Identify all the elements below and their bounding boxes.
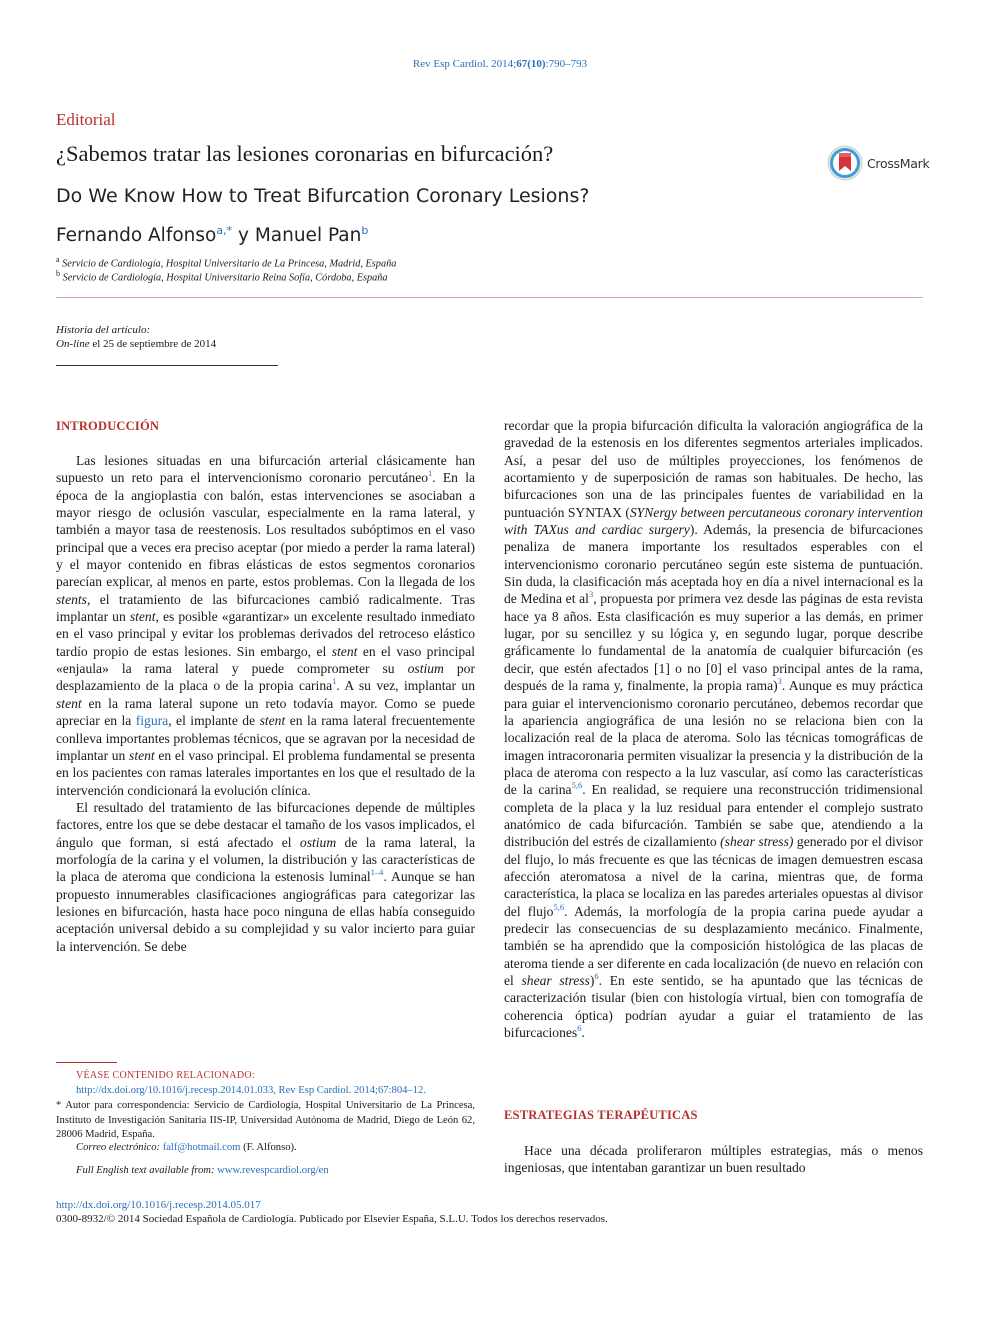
citation-link[interactable]: 6 — [594, 971, 599, 981]
header-divider — [56, 297, 923, 298]
journal-volume: 67 — [516, 58, 528, 70]
citation-link[interactable]: 3 — [588, 589, 594, 600]
figure-link[interactable]: figura — [135, 713, 169, 729]
history-label: Historia del artículo: — [56, 324, 151, 336]
journal-ref-prefix: Rev Esp Cardiol. 2014; — [412, 58, 517, 70]
email-link[interactable]: falf@hotmail.com — [162, 1142, 241, 1153]
author-name: Manuel Pan — [254, 225, 362, 246]
paragraph: Hace una década proliferaron múltiples estrategias, más o menos ingeniosas, que intentaban garantizar un buen resultado — [504, 1143, 923, 1176]
affiliation-text: Servicio de Cardiología, Hospital Universitario Reina Sofía, Córdoba, España — [62, 272, 388, 284]
fulltext-link[interactable]: www.revespcardiol.org/en — [217, 1165, 329, 1176]
article-title: ¿Sabemos tratar las lesiones coronarias en bifurcación? — [56, 141, 554, 166]
history-divider — [56, 365, 278, 366]
section-heading-estrategias: ESTRATEGIAS TERAPÉUTICAS — [504, 1108, 698, 1122]
article-doi-link[interactable]: http://dx.doi.org/10.1016/j.recesp.2014.05.017 — [56, 1199, 261, 1211]
affiliation — [56, 269, 388, 283]
footnote-divider — [56, 1062, 117, 1063]
citation-link[interactable]: 1–4 — [370, 867, 384, 878]
paragraph: Las lesiones situadas en una bifurcación arterial clásicamente han supuesto un reto para el intervencionismo coronario percutáneo$^1$. En la época de la angioplastia con balón, estas intervenciones se asociaban a mayor riesgo de oclusión vascular, especialmente en la rama lateral, y también a mayor tasa de reestenosis. Los resultados subóptimos en el vaso principal que a veces era preciso aceptar (por miedo a perder la rama lateral) y el mayor contenido en fibras elásticas de estos segmentos coronarios parecían explicar, al menos en parte, estos problemas. Con la llegada de los stents, el tratamiento de las bifurcaciones cambió radicalmente. Tras implantar un stent, es posible «garantizar» un excelente resultado inmediato en el vaso principal y evitar los problemas derivados del retroceso elástico tardío propio de estas lesiones. Sin embargo, el stent en el vaso principal «enjaula» la rama lateral y puede comprometer su ostium por desplazamiento de la placa o de la propia carina$^1$. A su vez, implantar un stent en la rama lateral supone un reto todavía mayor. Como se puede apreciar en la figura, el implante de stent en la rama lateral frecuentemente conlleva importantes problemas técnicos, que se agravan por la necesidad de implantar un stent en el vaso principal. El problema fundamental se presenta en los pacientes con ramas laterales importantes en los que el resultado de la intervención condicionará la evolución clínica. — [56, 453, 476, 798]
citation-link[interactable]: 3 — [777, 676, 782, 687]
citation-link[interactable]: 6 — [577, 1023, 582, 1034]
crossmark-icon — [827, 145, 863, 181]
crossmark-badge[interactable] — [827, 145, 937, 183]
history-online-date — [56, 338, 216, 350]
paragraph: recordar que la propia bifurcación dificulta la valoración angiográfica de la gravedad de la estenosis en los diferentes segmentos arteriales implicados. Así, a pesar del uso de múltiples proyecciones, los fenómenos de acortamiento y de superposición de ramas son habituales. De hecho, las bifurcaciones son una de las principales fuentes de variabilidad en la puntuación SYNTAX (SYNergy between percutaneous coronary intervention with TAXus and cardiac surgery). Además, la presencia de bifurcaciones penaliza de manera importante los resultados esperables con el intervencionismo coronario percutáneo según este sistema de puntuación. Sin duda, la clasificación más aceptada hoy en día a nivel internacional es la de Medina et $al^3$, propuesta por primera vez desde las páginas de esta revista hace ya 8 años. Esta clasificación es muy superior a las demás, en primer lugar, por su sencillez y su lógica y, en segundo lugar, porque describe gráficamente lo fundamental de la anatomía de cualquier bifurcación (es decir, que estén afectados [1] o no [0] el vaso principal antes de la rama, después de la rama y, finalmente, la propia rama)$^3$. Aunque es muy práctica para guiar el intervencionismo coronario percutáneo, debemos recordar que la apariencia angiográfica de una lesión no se relaciona bien con la localización real de la placa de ateroma. Solo las técnicas tomográficas de imagen intracoronaria permiten visualizar la presencia y la distribución de la placa de ateroma con respecto a la luz vascular, así como las características de la carina$^{5,6}$. En realidad, se requiere una reconstrucción tridimensional completa de la placa y la luz residual para entender el complejo sustrato anatómico de cada bifurcación. También se sabe que, atendiendo a la distribución del estrés de cizallamiento (shear stress) generado por el divisor del flujo, lo más frecuente es que las técnicas de imagen demuestren escasa afección ateromatosa a nivel de la carina, mientras que, de forma característica, la placa se localiza en las paredes arteriales opuestas al divisor del flujo$^{5,6}$. Además, la morfología de la propia carina puede ayudar a predecir las consecuencias de su desplazamiento mecánico. Finalmente, también se ha aprendido que la composición histológica de las placas de ateroma tiende a ser diferente en cada localización (de nuevo en relación con el shear stress)$^6$. En este sentido, se ha apuntado que las técnicas de caracterización tisular (bien con histología virtual, bien con tomografía de coherencia óptica) podrían ayudar a guiar el tratamiento de las bifurcaciones$^6$. — [504, 418, 924, 1041]
citation-link[interactable]: 5,6 — [553, 901, 565, 912]
author-affiliation-mark[interactable]: b — [361, 224, 369, 237]
corresponding-author-note: * Autor para correspondencia: Servicio de Cardiología, Hospital Universitario de La Princesa, Instituto de Investigación Sanitaria IIS-IP, Universidad Autónoma de Madrid, Diego de León 62, 28006 Madrid, España. — [56, 1100, 475, 1140]
paragraph: El resultado del tratamiento de las bifurcaciones depende de múltiples factores, entre los que se debe destacar el tamaño de los vasos implicados, el ángulo que forman, si está afectado el ostium de la rama lateral, la morfología de la carina y el volumen, la distribución y las características de la placa de ateroma que condiciona la estenosis luminal$^{1-4}$. Aunque se han propuesto innumerables clasificaciones angiográficas para categorizar las lesiones en bifurcación, hasta hace poco ninguna de ellas había conseguido aceptación universal debido a su complejidad y su valor incierto para guiar la intervención. Se debe — [56, 799, 475, 954]
section-label: Editorial — [56, 110, 116, 129]
section-heading-introduccion: INTRODUCCIÓN — [56, 419, 160, 433]
affiliation-mark: a — [56, 255, 60, 264]
citation-link[interactable]: 1 — [332, 676, 337, 687]
email-label: Correo electrónico: — [76, 1142, 161, 1153]
crossmark-label: CrossMark — [867, 156, 930, 171]
related-content-link[interactable]: http://dx.doi.org/10.1016/j.recesp.2014.01.033, Rev Esp Cardiol. 2014;67:804–12. — [76, 1085, 426, 1096]
online-date: el 25 de septiembre de 2014 — [89, 338, 217, 350]
journal-reference[interactable] — [0, 58, 992, 70]
article-title-english: Do We Know How to Treat Bifurcation Coronary Lesions? — [56, 185, 590, 207]
online-label: On-line — [56, 338, 90, 350]
citation-link[interactable]: 5,6 — [571, 780, 583, 791]
fulltext-label: Full English text available from: — [76, 1165, 215, 1176]
fulltext-note — [76, 1164, 329, 1179]
journal-pages: :790–793 — [545, 58, 588, 70]
citation-link[interactable]: 1 — [428, 468, 433, 479]
author-affiliation-mark[interactable]: a,* — [216, 224, 233, 237]
affiliation-text: Servicio de Cardiología, Hospital Universitario de La Princesa, Madrid, España — [62, 258, 397, 270]
journal-issue: (10) — [527, 58, 546, 70]
related-content-label: VÉASE CONTENIDO RELACIONADO: — [76, 1070, 255, 1081]
body-column-right — [504, 417, 923, 1041]
author-name: Fernando Alfonso — [56, 225, 217, 246]
email-note: Correo electrónico: falf@hotmail.com (F. Alfonso). — [76, 1142, 297, 1153]
author-connector: y — [232, 225, 255, 246]
author-list — [56, 224, 368, 246]
body-column-left — [56, 452, 475, 955]
copyright-notice: 0300-8932/© 2014 Sociedad Española de Cardiología. Publicado por Elsevier España, S.L.U. Todos los derechos reservados. — [56, 1213, 608, 1225]
affiliation — [56, 255, 396, 269]
footnote-mark: * — [56, 1100, 62, 1111]
body-column-right-continued — [504, 1142, 923, 1177]
affiliation-mark: b — [56, 269, 60, 278]
